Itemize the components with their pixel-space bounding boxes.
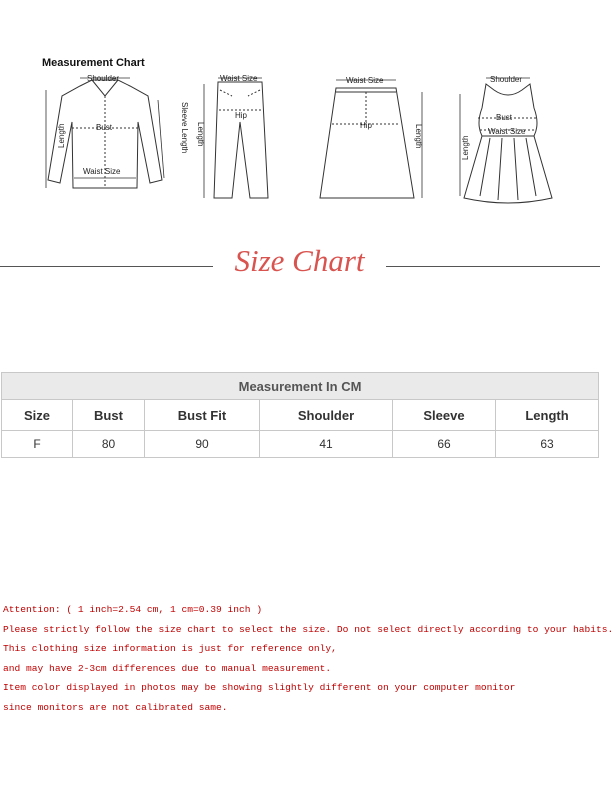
divider-right — [386, 266, 600, 267]
shirt-waist-label: Waist Size — [83, 167, 121, 176]
cell-size: F — [2, 431, 73, 458]
skirt-diagram — [314, 70, 434, 200]
shirt-diagram — [40, 70, 189, 198]
col-header-size: Size — [2, 400, 73, 431]
col-header-sleeve: Sleeve — [393, 400, 496, 431]
note-monitors: since monitors are not calibrated same. — [3, 701, 228, 713]
pants-hip-label: Hip — [235, 111, 248, 120]
col-header-bust: Bust — [73, 400, 145, 431]
note-color: Item color displayed in photos may be showing slightly different on your computer monitor — [3, 682, 516, 694]
table-header-row — [2, 400, 599, 431]
skirt-waist-label: Waist Size — [346, 76, 384, 85]
skirt-length-label: Length — [414, 124, 423, 149]
size-chart-heading: Size Chart — [234, 243, 365, 278]
table-caption: Measurement In CM — [2, 373, 599, 400]
cell-sleeve: 66 — [393, 431, 496, 458]
divider-left — [0, 266, 213, 267]
cell-shoulder: 41 — [260, 431, 393, 458]
pants-waist-label: Waist Size — [220, 74, 258, 83]
shirt-bust-label: Bust — [96, 123, 113, 132]
shirt-shoulder-label: Shoulder — [87, 74, 120, 83]
dress-length-label: Length — [461, 135, 470, 160]
shirt-sleeve-label: Sleeve Length — [180, 102, 189, 154]
notes-section — [3, 600, 613, 718]
note-reference: This clothing size information is just for reference only, — [3, 643, 337, 655]
table-caption-row — [2, 373, 599, 400]
cell-bust-fit: 90 — [145, 431, 260, 458]
skirt-hip-label: Hip — [360, 121, 373, 130]
measurement-chart-title: Measurement Chart — [42, 57, 145, 69]
col-header-bust-fit: Bust Fit — [145, 400, 260, 431]
dress-bust-label: Bust — [496, 113, 513, 122]
note-difference: and may have 2-3cm differences due to manual measurement. — [3, 662, 332, 674]
note-follow-chart: Please strictly follow the size chart to select the size. Do not select directly according to your habits. — [3, 623, 613, 635]
cell-length: 63 — [496, 431, 599, 458]
dress-waist-label: Waist Size — [488, 127, 526, 136]
size-table — [1, 372, 599, 458]
pants-length-label: Length — [196, 122, 205, 147]
cell-bust: 80 — [73, 431, 145, 458]
note-attention: Attention: ( 1 inch=2.54 cm, 1 cm=0.39 inch ) — [3, 604, 263, 615]
dress-diagram — [450, 68, 560, 204]
shirt-length-label: Length — [57, 123, 66, 148]
pants-diagram — [192, 70, 272, 200]
table-row — [2, 431, 599, 458]
col-header-length: Length — [496, 400, 599, 431]
col-header-shoulder: Shoulder — [260, 400, 393, 431]
dress-shoulder-label: Shoulder — [490, 75, 523, 84]
